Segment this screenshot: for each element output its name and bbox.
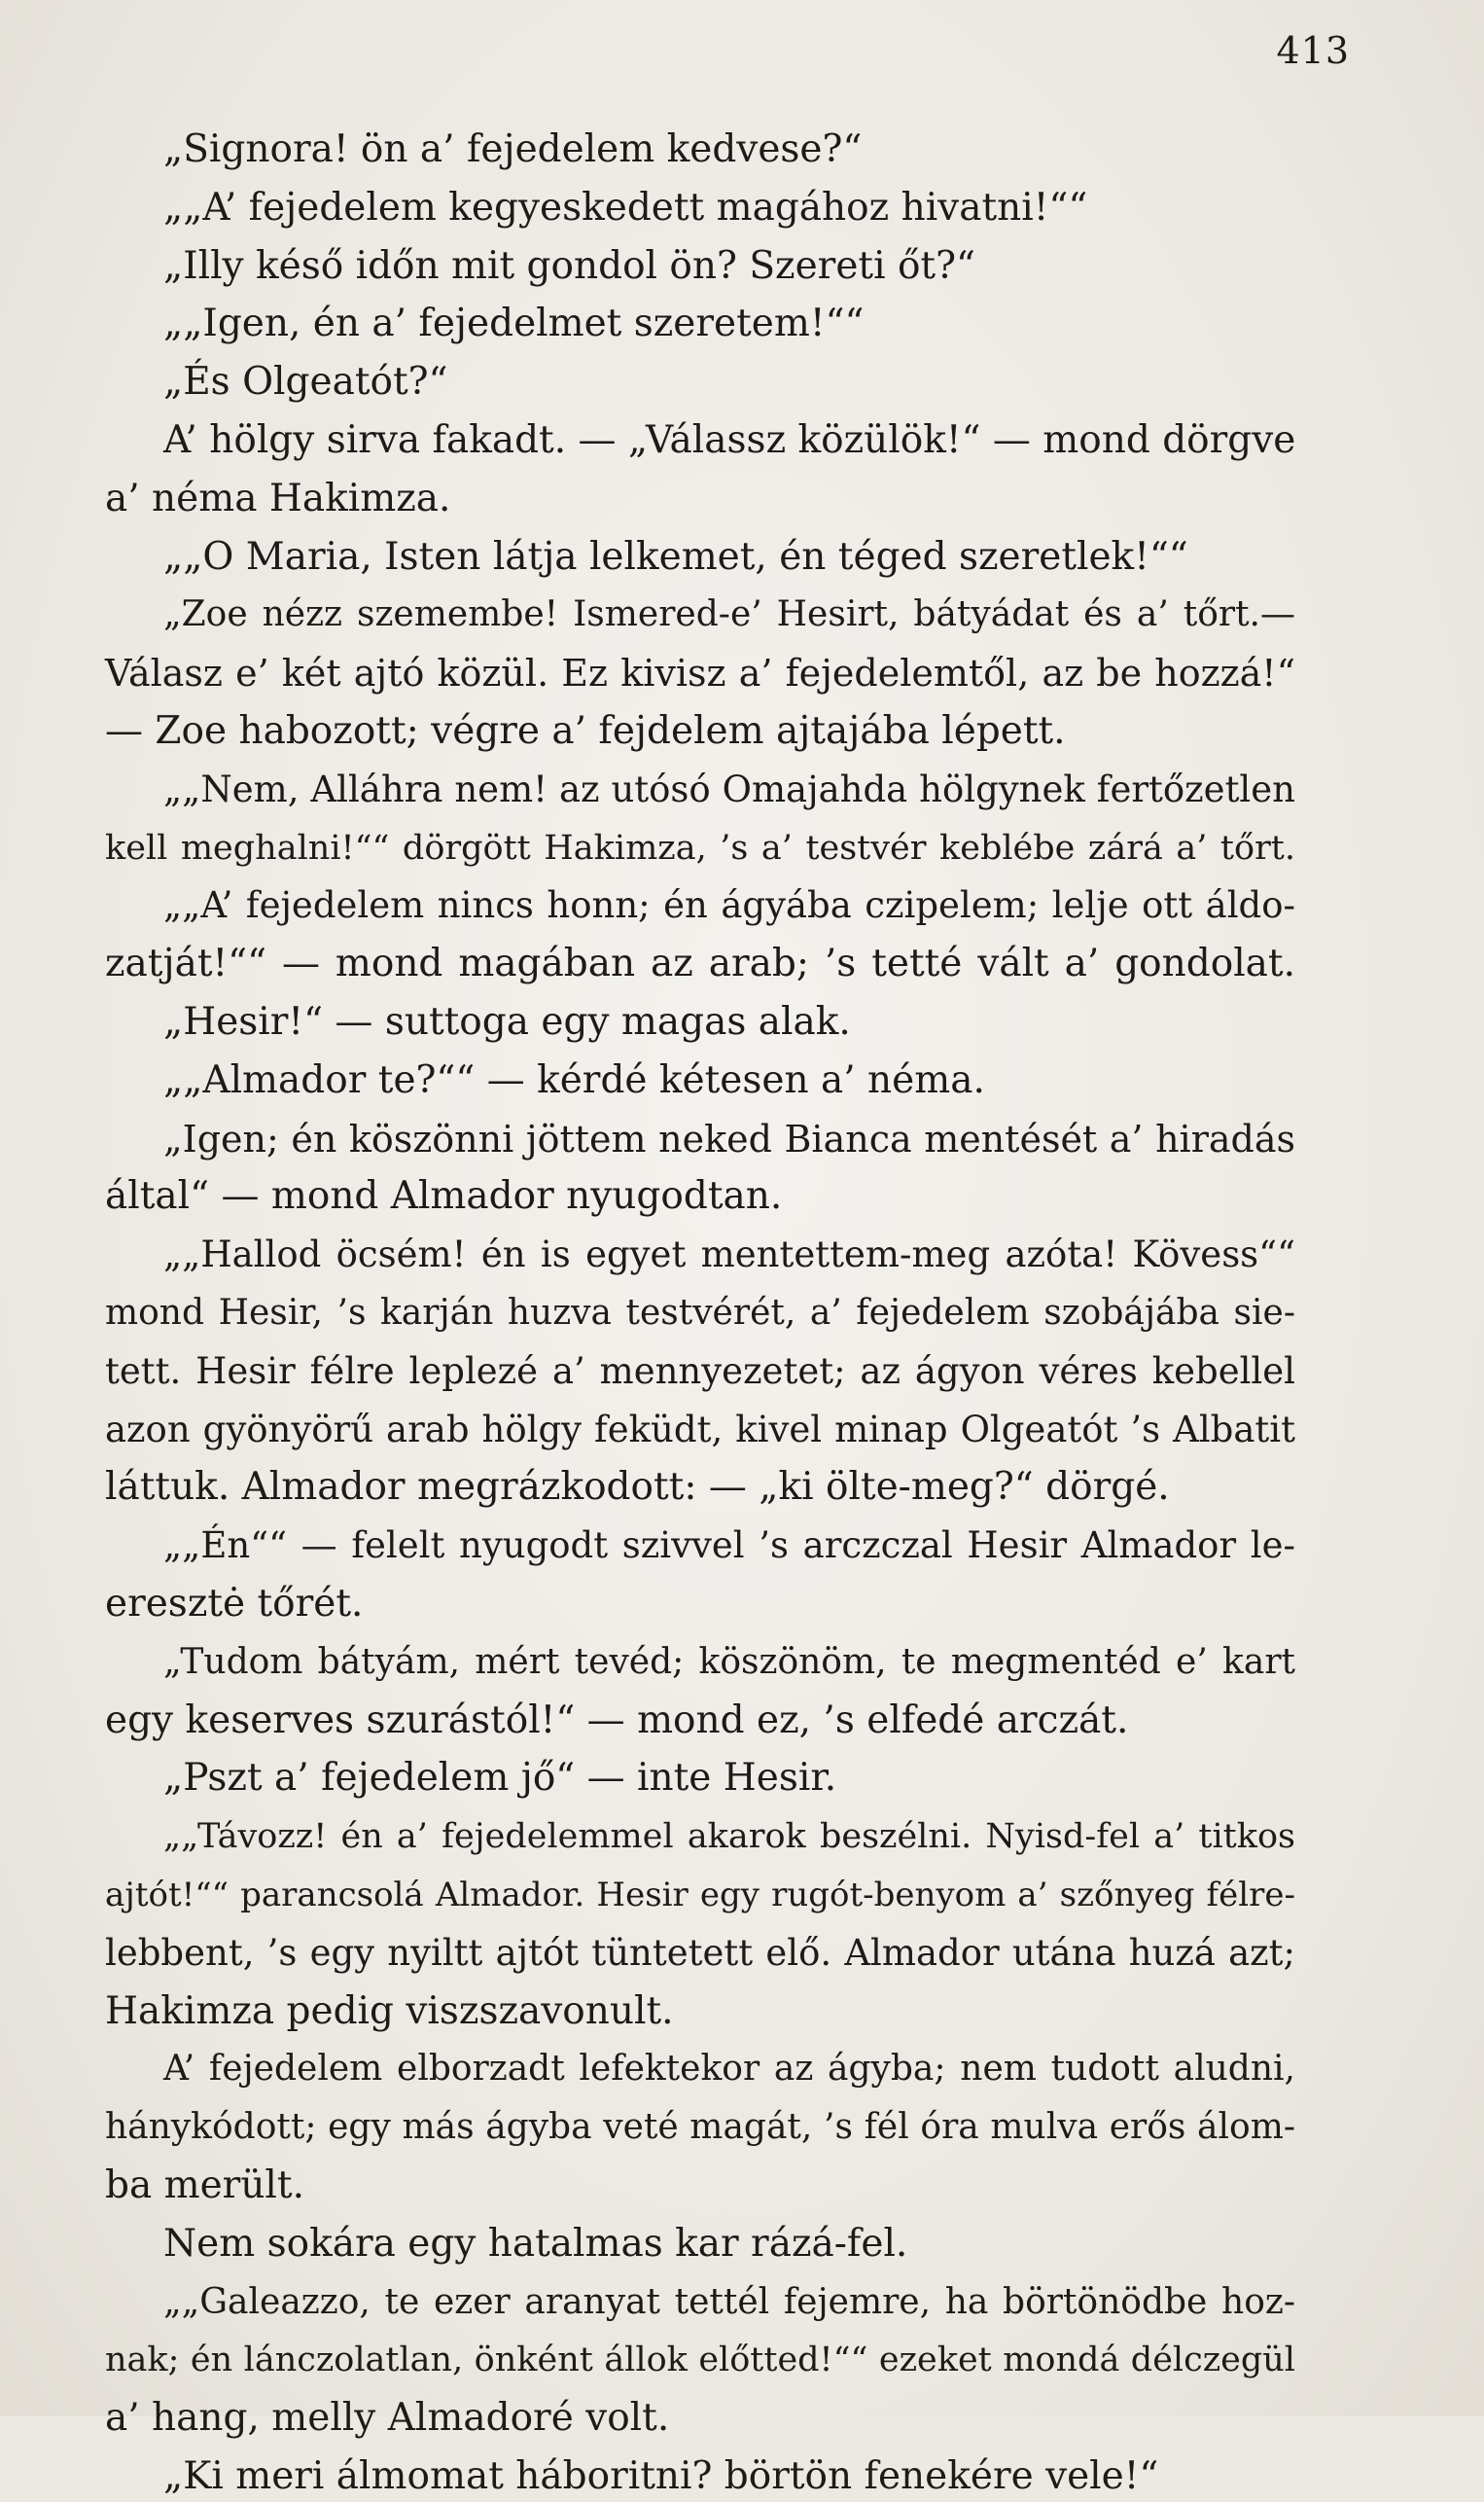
text-line: „„Távozz! én a’ fejedelemmel akarok beszélni. Nyisd-fel a’ titkos: [163, 1817, 1295, 1857]
text-line: „„A’ fejedelem kegyeskedett magához hivatni!““: [163, 185, 1088, 230]
text-line: „„Nem, Alláhra nem! az utósó Omajahda hölgynek fertőzetlen: [163, 768, 1295, 810]
page-number: 413: [1276, 29, 1350, 72]
text-line: „„Almador te?““ — kérdé kétesen a’ néma.: [163, 1057, 985, 1102]
text-line: mond Hesir, ’s karján huzva testvérét, a’ fejedelem szobájába sie-: [105, 1293, 1295, 1333]
text-line: — Zoe habozott; végre a’ fejdelem ajtajába lépett.: [105, 709, 1066, 753]
text-line: Nem sokára egy hatalmas kar rázá-fel.: [163, 2221, 908, 2266]
text-line: „„O Maria, Isten látja lelkemet, én téged szeretlek!““: [163, 534, 1188, 579]
text-line: a’ hang, melly Almadoré volt.: [105, 2396, 670, 2441]
text-line: ba merült.: [105, 2163, 304, 2207]
text-line: Hakimza pedig viszszavonult.: [105, 1988, 674, 2033]
text-line: lebbent, ’s egy nyiltt ajtót tüntetett elő. Almador utána huzá azt;: [105, 1931, 1295, 1974]
text-line: láttuk. Almador megrázkodott: — „ki ölte-meg?“ dörgé.: [105, 1465, 1170, 1510]
text-line: „„Igen, én a’ fejedelmet szeretem!““: [163, 302, 865, 346]
text-line: hánykódott; egy más ágyba veté magát, ’s fél óra mulva erős álom-: [105, 2107, 1295, 2148]
text-line: kell meghalni!““ dörgött Hakimza, ’s a’ testvér keblébe zárá a’ tőrt.: [105, 828, 1295, 868]
text-line: „Zoe nézz szemembe! Ismered-e’ Hesirt, bátyádat és a’ tőrt.—: [163, 594, 1295, 635]
text-line: „Tudom bátyám, mért tevéd; köszönöm, te megmentéd e’ kart: [163, 1641, 1295, 1682]
text-line: „Igen; én köszönni jöttem neked Bianca mentését a’ hiradás: [163, 1117, 1295, 1161]
text-line: „Signora! ön a’ fejedelem kedvese?“: [163, 127, 863, 171]
text-line: „Ki meri álmomat háboritni? börtön fenekére vele!“: [163, 2454, 1159, 2498]
text-line: „„A’ fejedelem nincs honn; én ágyába czipelem; lelje ott áldo-: [163, 884, 1295, 927]
text-line: A’ fejedelem elborzadt lefektekor az ágyba; nem tudott aludni,: [163, 2049, 1295, 2090]
text-line: „„Hallod öcsém! én is egyet mentettem-meg azóta! Kövess““: [163, 1233, 1295, 1276]
text-line: a’ néma Hakimza.: [105, 476, 451, 520]
text-line: „És Olgeatót?“: [163, 360, 448, 405]
text-line: „Pszt a’ fejedelem jő“ — inte Hesir.: [163, 1756, 837, 1801]
text-line: tett. Hesir félre leplezé a’ mennyezetet; az ágyon véres kebellel: [105, 1349, 1295, 1392]
text-line: zatját!““ — mond magában az arab; ’s tetté vált a’ gondolat.: [105, 942, 1295, 986]
text-line: „„Én““ — felelt nyugodt szivvel ’s arczczal Hesir Almador le-: [163, 1524, 1295, 1567]
text-line: nak; én lánczolatlan, önként állok előtted!““ ezeket mondá délczegül: [105, 2341, 1295, 2380]
text-line: „„Galeazzo, te ezer aranyat tettél fejemre, ha börtönödbe hoz-: [163, 2281, 1295, 2322]
text-line: eresztė tőrét.: [105, 1582, 364, 1626]
text-line: „Illy késő időn mit gondol ön? Szereti őt?“: [163, 243, 975, 288]
text-line: A’ hölgy sirva fakadt. — „Válassz közülök!“ — mond dörgve: [163, 418, 1296, 462]
text-line: által“ — mond Almador nyugodtan.: [105, 1174, 783, 1219]
text-line: ajtót!““ parancsolá Almador. Hesir egy rugót-benyom a’ szőnyeg félre-: [105, 1876, 1295, 1914]
text-line: egy keserves szurástól!“ — mond ez, ’s elfedé arczát.: [105, 1698, 1129, 1742]
text-line: Válasz e’ két ajtó közül. Ez kivisz a’ fejedelemtől, az be hozzá!“: [105, 652, 1295, 696]
text-line: „Hesir!“ — suttoga egy magas alak.: [163, 1000, 851, 1044]
text-line: azon gyönyörű arab hölgy feküdt, kivel minap Olgeatót ’s Albatit: [105, 1408, 1295, 1450]
